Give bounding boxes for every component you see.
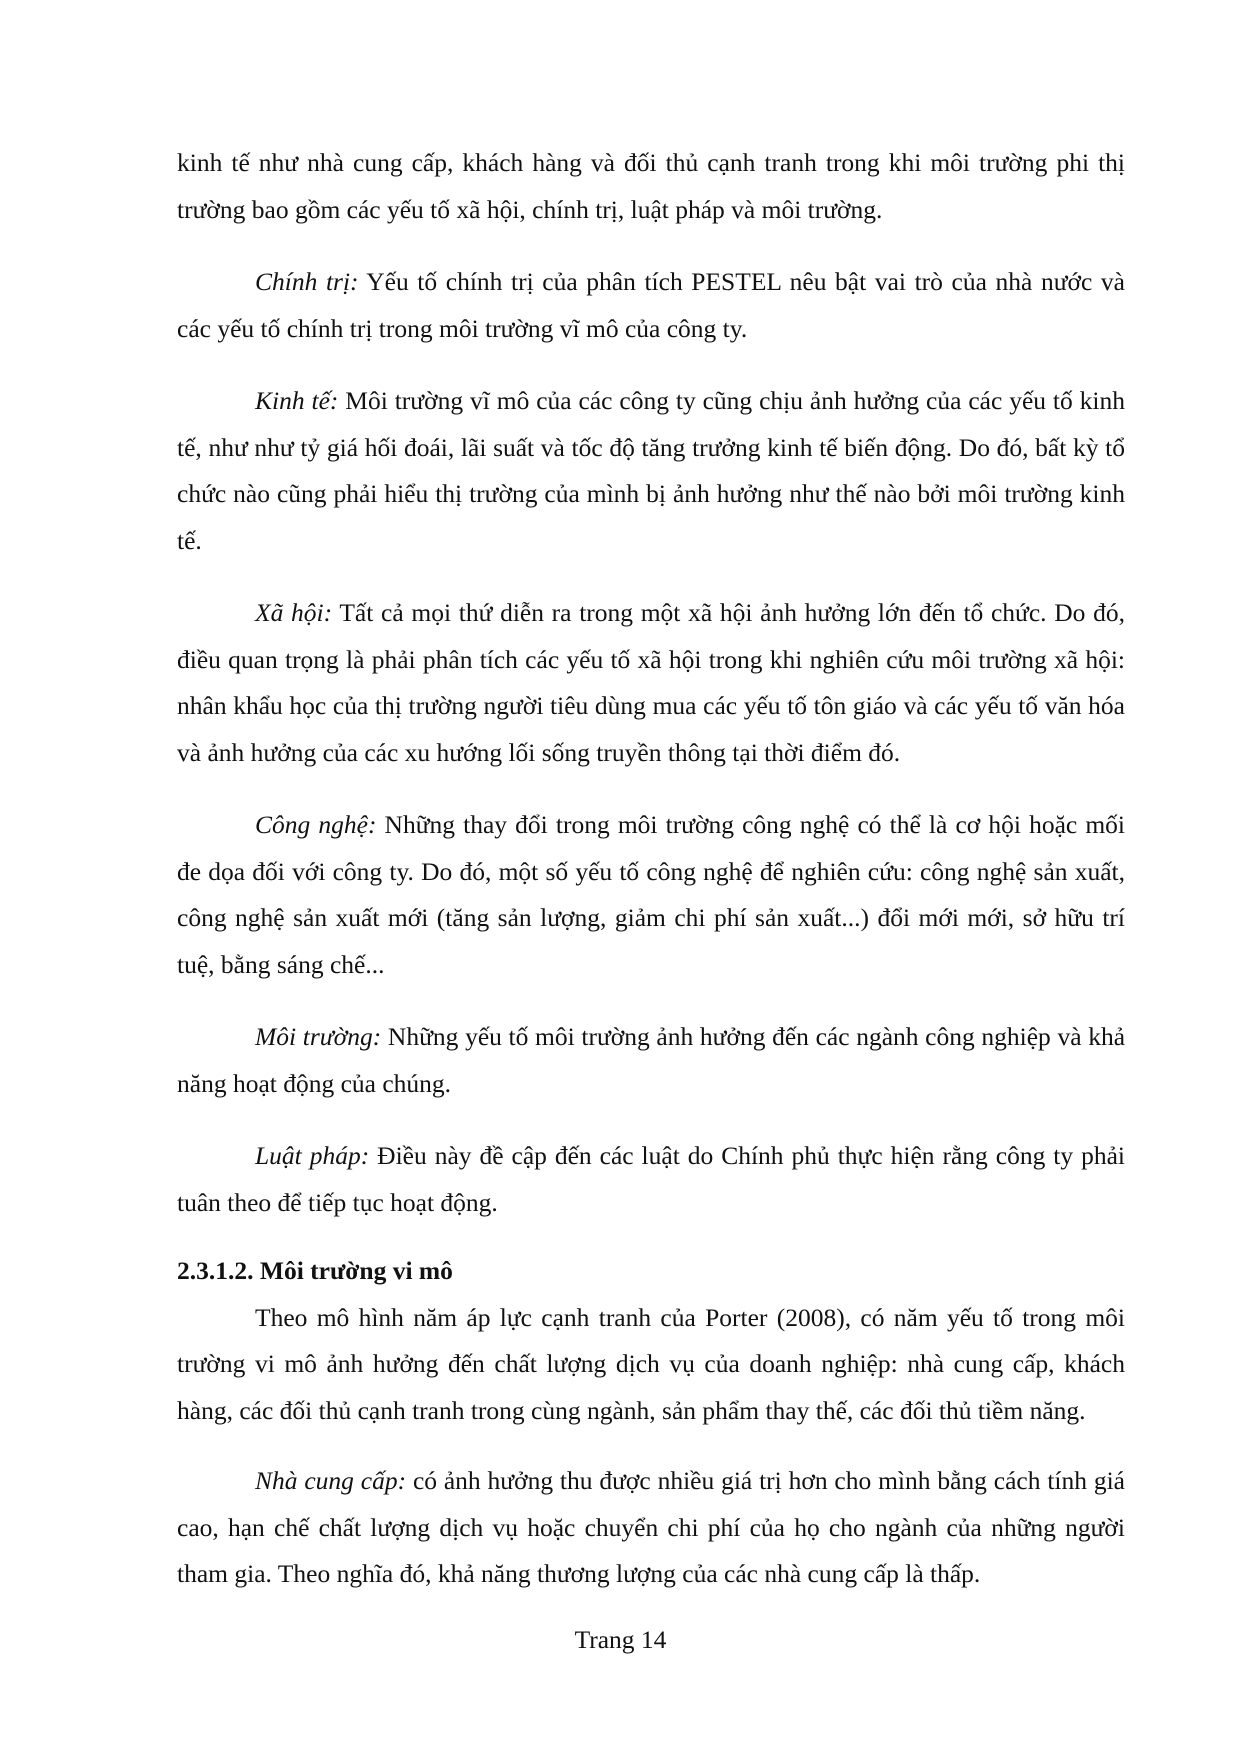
paragraph-society bbox=[177, 590, 1125, 776]
document-page bbox=[177, 140, 1125, 1598]
paragraph-continuation bbox=[177, 140, 1125, 233]
page-number: Trang 14 bbox=[574, 1625, 667, 1654]
paragraph-label: Xã hội: bbox=[255, 598, 333, 627]
paragraph-supplier bbox=[177, 1458, 1125, 1598]
paragraph-label: Chính trị: bbox=[255, 267, 359, 296]
paragraph-environment bbox=[177, 1014, 1125, 1107]
paragraph-text: Những yếu tố môi trường ảnh hưởng đến các ngành công nghiệp và khả năng hoạt động của chúng. bbox=[177, 1022, 1126, 1098]
section-heading: 2.3.1.2. Môi trường vi mô bbox=[177, 1256, 453, 1285]
paragraph-text: Những thay đổi trong môi trường công nghệ có thể là cơ hội hoặc mối đe dọa đối với công ty. Do đó, một số yếu tố công nghệ để nghiên cứu: công nghệ sản xuất, công nghệ sản xuất mới (tăng sản lượng, giảm chi phí sản xuất...) đổi mới mới, sở hữu trí tuệ, bằng sáng chế... bbox=[177, 810, 1125, 979]
paragraph-label: Nhà cung cấp: bbox=[255, 1466, 407, 1495]
paragraph-law bbox=[177, 1133, 1125, 1226]
paragraph-text: Yếu tố chính trị của phân tích PESTEL nêu bật vai trò của nhà nước và các yếu tố chính trị trong môi trường vĩ mô của công ty. bbox=[177, 267, 1125, 343]
paragraph-text: có ảnh hưởng thu được nhiều giá trị hơn cho mình bằng cách tính giá cao, hạn chế chất lượng dịch vụ hoặc chuyển chi phí của họ cho ngành của những người tham gia. Theo nghĩa đó, khả năng thương lượng của các nhà cung cấp là thấp. bbox=[177, 1466, 1126, 1588]
paragraph-label: Môi trường: bbox=[255, 1022, 382, 1051]
paragraph-label: Luật pháp: bbox=[255, 1141, 370, 1170]
paragraph-micro-intro bbox=[177, 1295, 1125, 1435]
paragraph-text: Môi trường vĩ mô của các công ty cũng chịu ảnh hưởng của các yếu tố kinh tế, như như tỷ giá hối đoái, lãi suất và tốc độ tăng trưởng kinh tế biến động. Do đó, bất kỳ tổ chức nào cũng phải hiểu thị trường của mình bị ảnh hưởng như thế nào bởi môi trường kinh tế. bbox=[177, 386, 1125, 555]
paragraph-politics bbox=[177, 259, 1125, 352]
paragraph-text: kinh tế như nhà cung cấp, khách hàng và đối thủ cạnh tranh trong khi môi trường phi thị trường bao gồm các yếu tố xã hội, chính trị, luật pháp và môi trường. bbox=[177, 148, 1125, 224]
paragraph-text: Theo mô hình năm áp lực cạnh tranh của Porter (2008), có năm yếu tố trong môi trường vi mô ảnh hưởng đến chất lượng dịch vụ của doanh nghiệp: nhà cung cấp, khách hàng, các đối thủ cạnh tranh trong cùng ngành, sản phẩm thay thế, các đối thủ tiềm năng. bbox=[177, 1302, 1125, 1425]
paragraph-label: Kinh tế: bbox=[255, 386, 339, 415]
paragraph-economy bbox=[177, 378, 1125, 564]
paragraph-text: Điều này đề cập đến các luật do Chính phủ thực hiện rằng công ty phải tuân theo để tiếp tục hoạt động. bbox=[177, 1141, 1125, 1217]
paragraph-technology bbox=[177, 802, 1125, 988]
paragraph-label: Công nghệ: bbox=[255, 810, 377, 839]
paragraph-text: Tất cả mọi thứ diễn ra trong một xã hội ảnh hưởng lớn đến tổ chức. Do đó, điều quan trọng là phải phân tích các yếu tố xã hội trong khi nghiên cứu môi trường xã hội: nhân khẩu học của thị trường người tiêu dùng mua các yếu tố tôn giáo và các yếu tố văn hóa và ảnh hưởng của các xu hướng lối sống truyền thông tại thời điểm đó. bbox=[177, 598, 1126, 767]
